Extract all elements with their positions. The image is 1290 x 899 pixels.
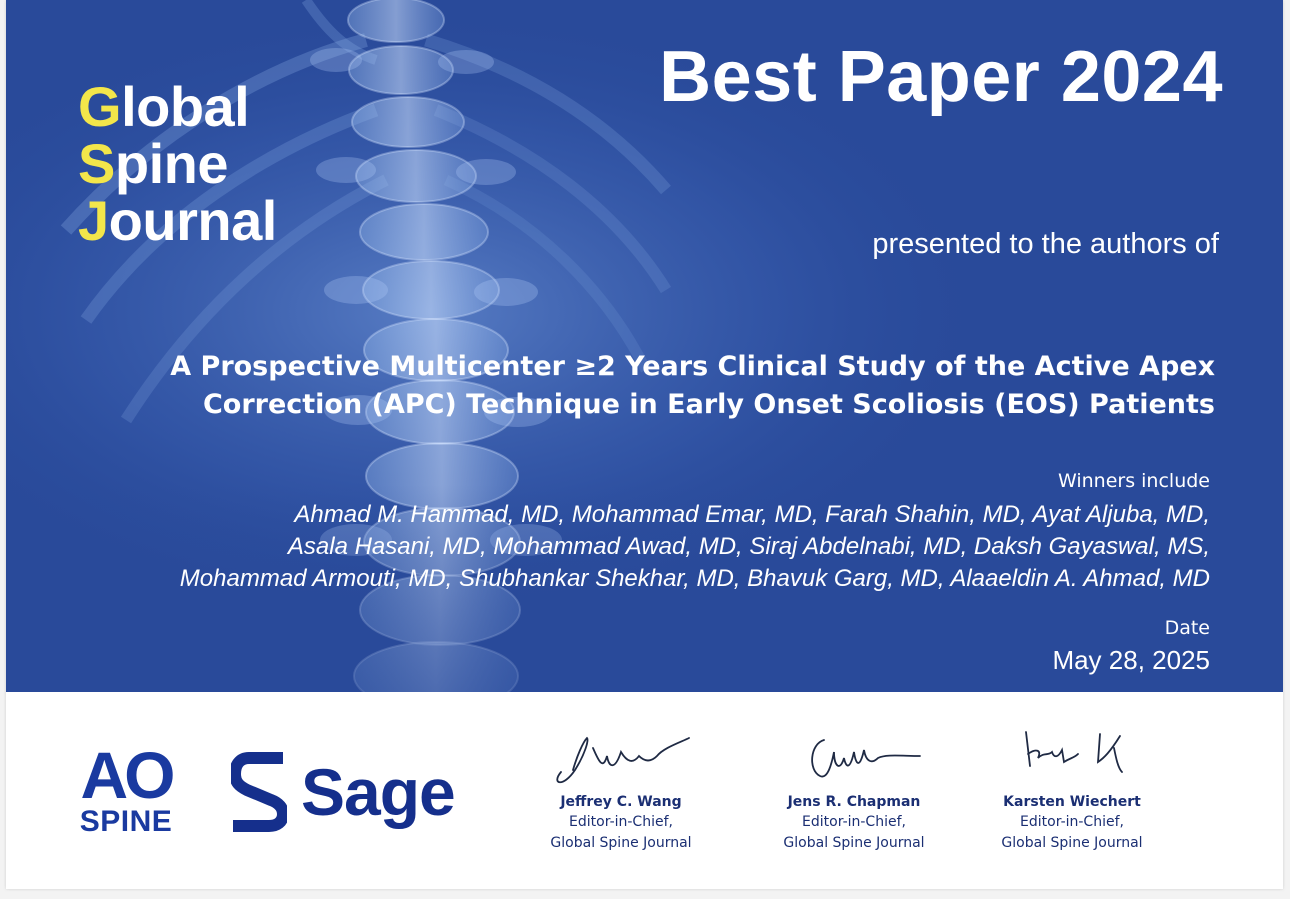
global-spine-journal-logo xyxy=(78,75,277,252)
signatory-wiechert xyxy=(972,722,1172,854)
ao-spine-logo xyxy=(66,738,186,838)
signatory-journal: Global Spine Journal xyxy=(550,835,692,851)
award-title: Best Paper 2024 xyxy=(659,37,1223,117)
signatory-role: Editor-in-Chief, xyxy=(802,814,906,830)
author-line: Mohammad Armouti, MD, Shubhankar Shekhar, MD, Bhavuk Garg, MD, Alaaeldin A. Ahmad, MD xyxy=(179,565,1210,592)
signatory-name: Jeffrey C. Wang xyxy=(560,794,682,810)
signature-chapman xyxy=(774,722,934,792)
ao-logo-mark: AO xyxy=(80,738,172,812)
sponsor-footer xyxy=(6,692,1283,889)
signatory-wang xyxy=(521,722,721,854)
ao-logo-sub: SPINE xyxy=(79,805,173,838)
paper-title-line: A Prospective Multicenter ≥2 Years Clinical Study of the Active Apex xyxy=(170,351,1215,382)
signatory-journal: Global Spine Journal xyxy=(783,835,925,851)
sage-logo xyxy=(231,747,455,837)
journal-logo-line: Spine xyxy=(78,132,228,195)
signatory-name: Jens R. Chapman xyxy=(787,794,921,810)
journal-logo-line: Journal xyxy=(78,189,277,252)
paper-title xyxy=(115,348,1215,424)
sage-s-icon xyxy=(231,752,287,832)
winners-label: Winners include xyxy=(1057,470,1210,492)
certificate xyxy=(6,0,1283,889)
date-value: May 28, 2025 xyxy=(1052,645,1210,675)
author-line: Asala Hasani, MD, Mohammad Awad, MD, Siraj Abdelnabi, MD, Daksh Gayaswal, MS, xyxy=(287,533,1210,560)
sage-wordmark: Sage xyxy=(301,755,455,829)
paper-title-line: Correction (APC) Technique in Early Onset Scoliosis (EOS) Patients xyxy=(202,389,1215,420)
header-banner xyxy=(6,0,1283,692)
signatory-role: Editor-in-Chief, xyxy=(569,814,673,830)
author-list xyxy=(6,499,1210,595)
signatory-role: Editor-in-Chief, xyxy=(1020,814,1124,830)
presented-text: presented to the authors of xyxy=(872,228,1219,260)
journal-logo-line: Global xyxy=(78,75,250,138)
signatory-chapman xyxy=(754,722,954,854)
signature-wiechert xyxy=(992,722,1152,792)
signatory-name: Karsten Wiechert xyxy=(1003,794,1141,810)
signature-wang xyxy=(541,722,701,792)
date-label: Date xyxy=(1164,617,1210,639)
author-line: Ahmad M. Hammad, MD, Mohammad Emar, MD, Farah Shahin, MD, Ayat Aljuba, MD, xyxy=(294,501,1210,528)
signatory-journal: Global Spine Journal xyxy=(1001,835,1143,851)
